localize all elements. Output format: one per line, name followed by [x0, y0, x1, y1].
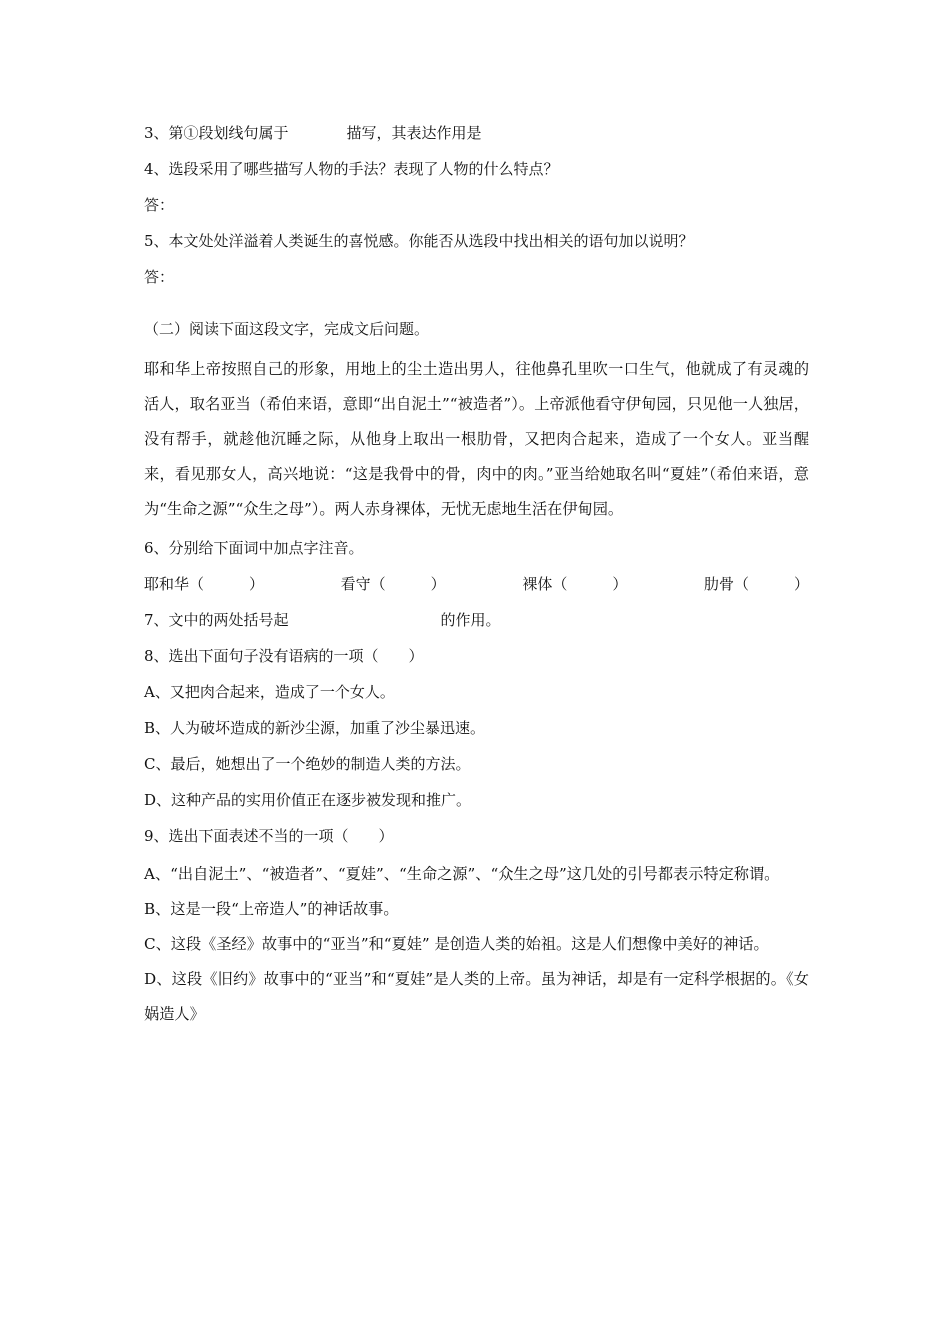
pinyin-item: 耶和华（ ）	[144, 575, 265, 593]
question-9: 9、选出下面表述不当的一项（ ）	[144, 827, 394, 845]
question-7-part-a: 7、文中的两处括号起	[144, 611, 289, 629]
question-3-part-b: 描写，其表达作用是	[346, 124, 482, 142]
option-b: B、这是一段“上帝造人”的神话故事。	[144, 900, 399, 918]
option-d: D、这段《旧约》故事中的“亚当”和“夏娃”是人类的上帝。虽为神话，却是有一定科学根据的。《女娲造人》	[144, 970, 809, 1023]
option-c: C、最后，她想出了一个绝妙的制造人类的方法。	[144, 755, 471, 773]
question-7-part-b: 的作用。	[440, 611, 501, 629]
document-content	[144, 124, 809, 1032]
pinyin-items	[144, 575, 809, 593]
option-a: A、又把肉合起来，造成了一个女人。	[144, 683, 395, 701]
question-3-part-a: 3、第①段划线句属于	[144, 124, 289, 142]
answer-label-1: 答：	[144, 196, 175, 214]
question-5: 5、本文处处洋溢着人类诞生的喜悦感。你能否从选段中找出相关的语句加以说明？	[144, 232, 694, 250]
option-b: B、人为破坏造成的新沙尘源，加重了沙尘暴迅速。	[144, 719, 486, 737]
question-7	[144, 611, 809, 629]
answer-label-2: 答：	[144, 268, 175, 286]
option-a: A、“出自泥土”、“被造者”、“夏娃”、“生命之源”、“众生之母”这几处的引号都表示特定称谓。	[144, 865, 780, 883]
question-3	[144, 124, 809, 142]
option-c: C、这段《圣经》故事中的“亚当”和“夏娃” 是创造人类的始祖。这是人们想像中美好的神话。	[144, 935, 769, 953]
pinyin-item: 肋骨（ ）	[703, 575, 809, 593]
pinyin-item: 裸体（ ）	[522, 575, 628, 593]
section-2-heading: （二）阅读下面这段文字，完成文后问题。	[144, 320, 430, 338]
reading-passage: 耶和华上帝按照自己的形象，用地上的尘土造出男人，往他鼻孔里吹一口生气，他就成了有灵魂的活人，取名亚当（希伯来语，意即“出自泥土”“被造者”）。上帝派他看守伊甸园，只见他一人独居，没有帮手，就趁他沉睡之际，从他身上取出一根肋骨，又把肉合起来，造成了一个女人。亚当醒来，看见那女人，高兴地说：“这是我骨中的骨，肉中的肉。”亚当给她取名叫“夏娃”（希伯来语，意为“生命之源”“众生之母”）。两人赤身裸体，无忧无虑地生活在伊甸园。	[144, 360, 809, 518]
pinyin-item: 看守（ ）	[340, 575, 446, 593]
question-8: 8、选出下面句子没有语病的一项（ ）	[144, 647, 424, 665]
question-6: 6、分别给下面词中加点字注音。	[144, 539, 364, 557]
option-d: D、这种产品的实用价值正在逐步被发现和推广。	[144, 791, 472, 809]
question-4: 4、选段采用了哪些描写人物的手法？表现了人物的什么特点？	[144, 160, 559, 178]
